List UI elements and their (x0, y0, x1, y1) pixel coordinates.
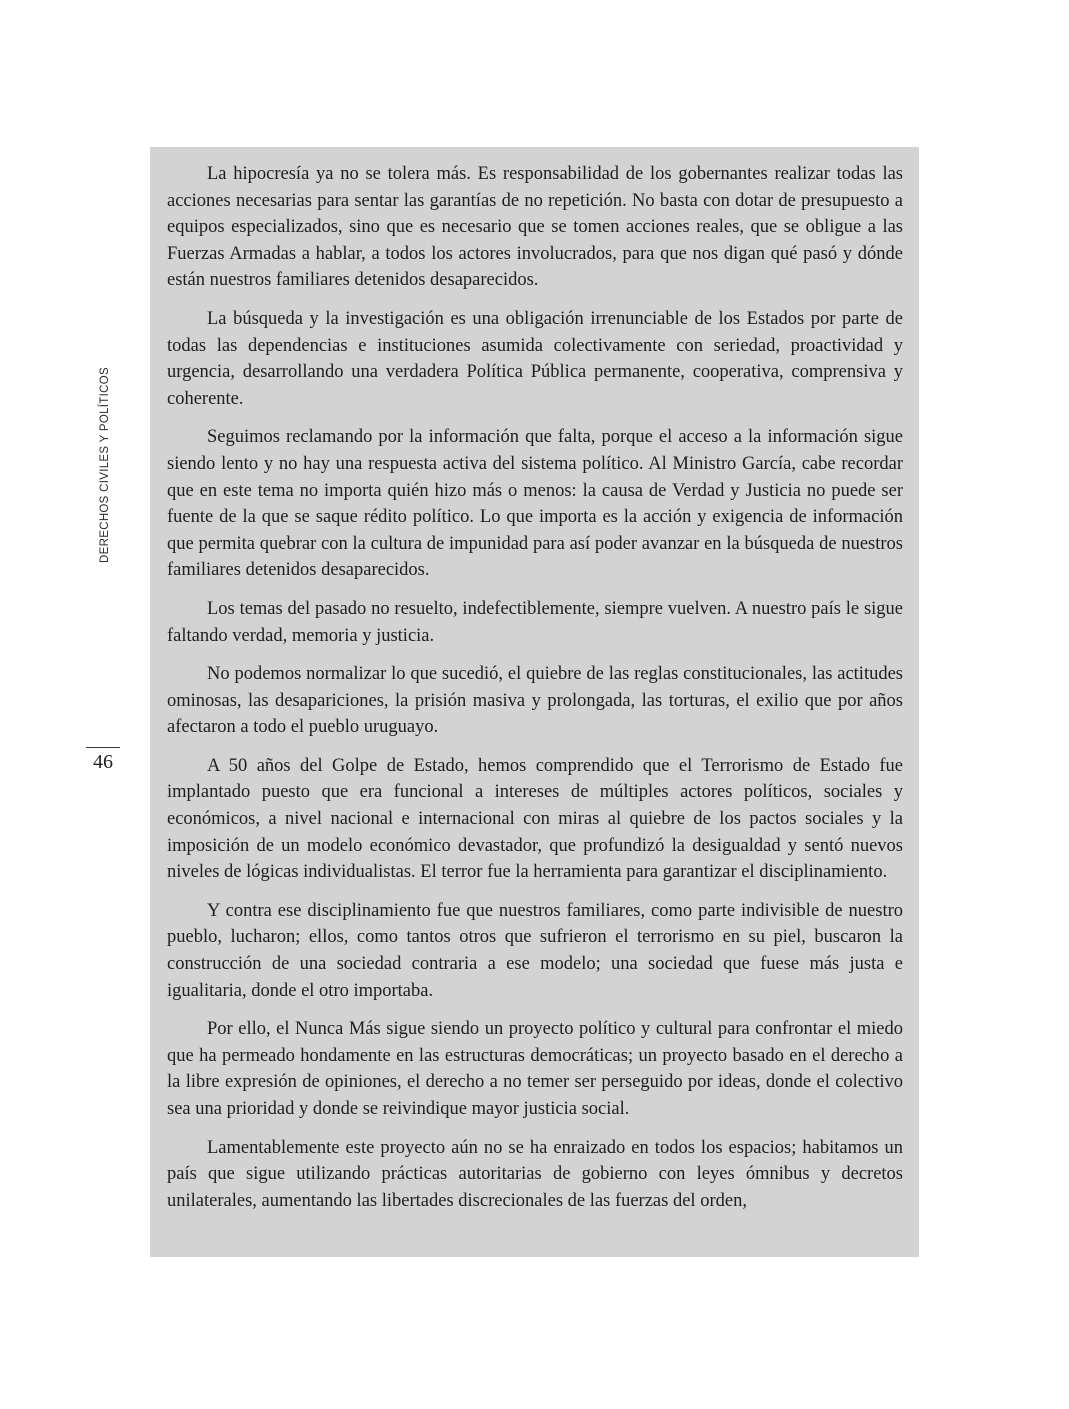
paragraph: Seguimos reclamando por la información que falta, porque el acceso a la información sigue siendo lento y no hay una respuesta activa del sistema político. Al Ministro García, cabe recordar que en este tema no importa quién hizo más o menos: la causa de Verdad y Justicia no puede ser fuente de la que se saque rédito político. Lo que importa es la acción y exigencia de información que permita quebrar con la cultura de impunidad para así poder avanzar en la búsqueda de nuestros familiares detenidos desaparecidos. (167, 427, 903, 581)
shaded-text-box (150, 147, 919, 1257)
page-number: 46 (93, 751, 113, 773)
paragraph: No podemos normalizar lo que sucedió, el quiebre de las reglas constitucionales, las actitudes ominosas, las desapariciones, la prisión masiva y prolongada, las torturas, el exilio que por años afectaron a todo el pueblo uruguayo. (167, 664, 903, 738)
paragraph: Los temas del pasado no resuelto, indefectiblemente, siempre vuelven. A nuestro país le sigue faltando verdad, memoria y justicia. (167, 598, 903, 646)
paragraph: Lamentablemente este proyecto aún no se ha enraizado en todos los espacios; habitamos un país que sigue utilizando prácticas autoritarias de gobierno con leyes ómnibus y decretos unilaterales, aumentando las libertades discrecionales de las fuerzas del orden, (167, 1137, 903, 1211)
running-header-text: DERECHOS CIVILES Y POLÍTICOS (99, 367, 111, 563)
page-number-rule (86, 747, 120, 748)
running-header (60, 360, 150, 570)
paragraph: Por ello, el Nunca Más sigue siendo un proyecto político y cultural para confrontar el miedo que ha permeado hondamente en las estructuras democráticas; un proyecto basado en el derecho a la libre expresión de opiniones, el derecho a no temer ser perseguido por ideas, donde el colectivo sea una prioridad y donde se reivindique mayor justicia social. (167, 1019, 903, 1119)
paragraph: A 50 años del Golpe de Estado, hemos comprendido que el Terrorismo de Estado fue implantado puesto que era funcional a intereses de múltiples actores políticos, sociales y económicos, a nivel nacional e internacional con miras al quiebre de los pactos sociales y la imposición de un modelo económico devastador, que profundizó la desigualdad y sentó nuevos niveles de lógicas individualistas. El terror fue la herramienta para garantizar el disciplinamiento. (167, 755, 903, 883)
paragraph: La búsqueda y la investigación es una obligación irrenunciable de los Estados por parte de todas las dependencias e instituciones asumida colectivamente con seriedad, proactividad y urgencia, desarrollando una verdadera Política Pública permanente, cooperativa, comprensiva y coherente. (167, 308, 903, 409)
paragraph: Y contra ese disciplinamiento fue que nuestros familiares, como parte indivisible de nuestro pueblo, lucharon; ellos, como tantos otros que sufrieron el terrorismo en su piel, buscaron la construcción de una sociedad contraria a ese modelo; una sociedad que fuese más justa e igualitaria, donde el otro importaba. (167, 900, 903, 1001)
paragraph: La hipocresía ya no se tolera más. Es responsabilidad de los gobernantes realizar todas las acciones necesarias para sentar las garantías de no repetición. No basta con dotar de presupuesto a equipos especializados, sino que es necesario que se tomen acciones reales, que se obligue a las Fuerzas Armadas a hablar, a todos los actores involucrados, para que nos digan qué pasó y dónde están nuestros familiares detenidos desaparecidos. (167, 164, 903, 291)
